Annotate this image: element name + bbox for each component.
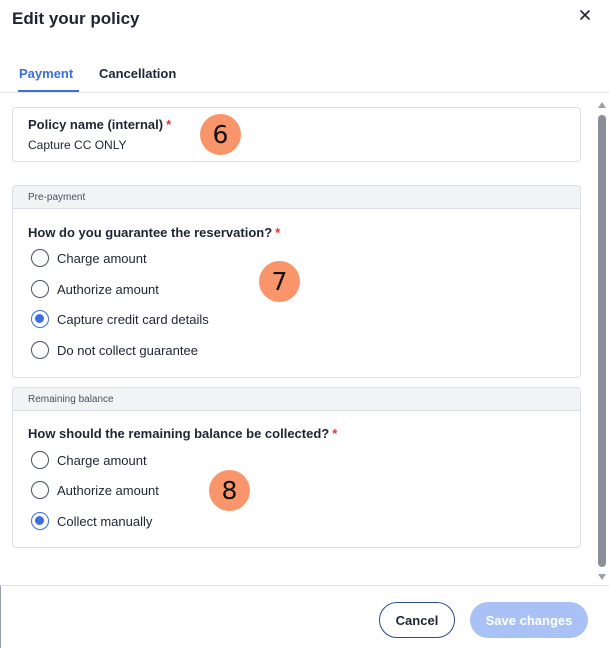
annotation-badge-7: 7 [259,261,300,302]
dialog-body [0,93,609,585]
prepayment-question: How do you guarantee the reservation? * [28,225,281,240]
radio-button[interactable] [31,280,49,298]
scroll-thumb[interactable] [598,115,606,567]
radio-label: Charge amount [57,250,147,266]
scroll-down-arrow-icon[interactable] [598,574,606,580]
remaining-question: How should the remaining balance be collected? * [28,426,338,441]
remaining-section-header: Remaining balance [13,388,580,411]
radio-button-selected[interactable] [31,512,49,530]
required-marker: * [166,117,172,132]
radio-button[interactable] [31,481,49,499]
radio-label: Authorize amount [57,281,159,297]
tab-payment[interactable]: Payment [19,66,74,81]
radio-label: Capture credit card details [57,311,209,327]
radio-option-collect-manually[interactable] [31,512,152,530]
active-tab-indicator [18,90,79,92]
radio-button[interactable] [31,249,49,267]
radio-label: Do not collect guarantee [57,342,198,358]
dialog-title: Edit your policy [12,9,140,28]
policy-name-value[interactable]: Capture CC ONLY [28,138,127,152]
radio-label: Authorize amount [57,482,159,498]
radio-option-authorize-amount[interactable] [31,280,159,298]
radio-option-charge-amount[interactable] [31,249,147,267]
close-icon[interactable] [576,6,594,24]
required-marker: * [275,225,281,240]
radio-option-capture-card[interactable] [31,310,209,328]
radio-label: Charge amount [57,452,147,468]
radio-option-authorize-amount[interactable] [31,481,159,499]
required-marker: * [332,426,338,441]
radio-button-selected[interactable] [31,310,49,328]
tab-bar [0,60,609,93]
annotation-badge-8: 8 [209,470,250,511]
radio-button[interactable] [31,341,49,359]
remaining-balance-section [12,387,581,548]
radio-option-charge-amount[interactable] [31,451,147,469]
tab-cancellation[interactable]: Cancellation [99,66,177,81]
policy-name-label: Policy name (internal) * [28,117,172,132]
cancel-button[interactable]: Cancel [379,602,455,638]
radio-option-no-guarantee[interactable] [31,341,198,359]
annotation-badge-6: 6 [200,114,241,155]
radio-button[interactable] [31,451,49,469]
dialog-footer [0,585,609,648]
vertical-scrollbar[interactable] [596,100,608,584]
prepayment-section-header: Pre-payment [13,186,580,209]
dialog-header [0,0,609,48]
scroll-up-arrow-icon[interactable] [598,102,606,108]
policy-name-field[interactable] [12,107,581,162]
save-changes-button[interactable]: Save changes [470,602,588,638]
footer-edge-divider [0,586,1,648]
radio-label: Collect manually [57,513,153,529]
